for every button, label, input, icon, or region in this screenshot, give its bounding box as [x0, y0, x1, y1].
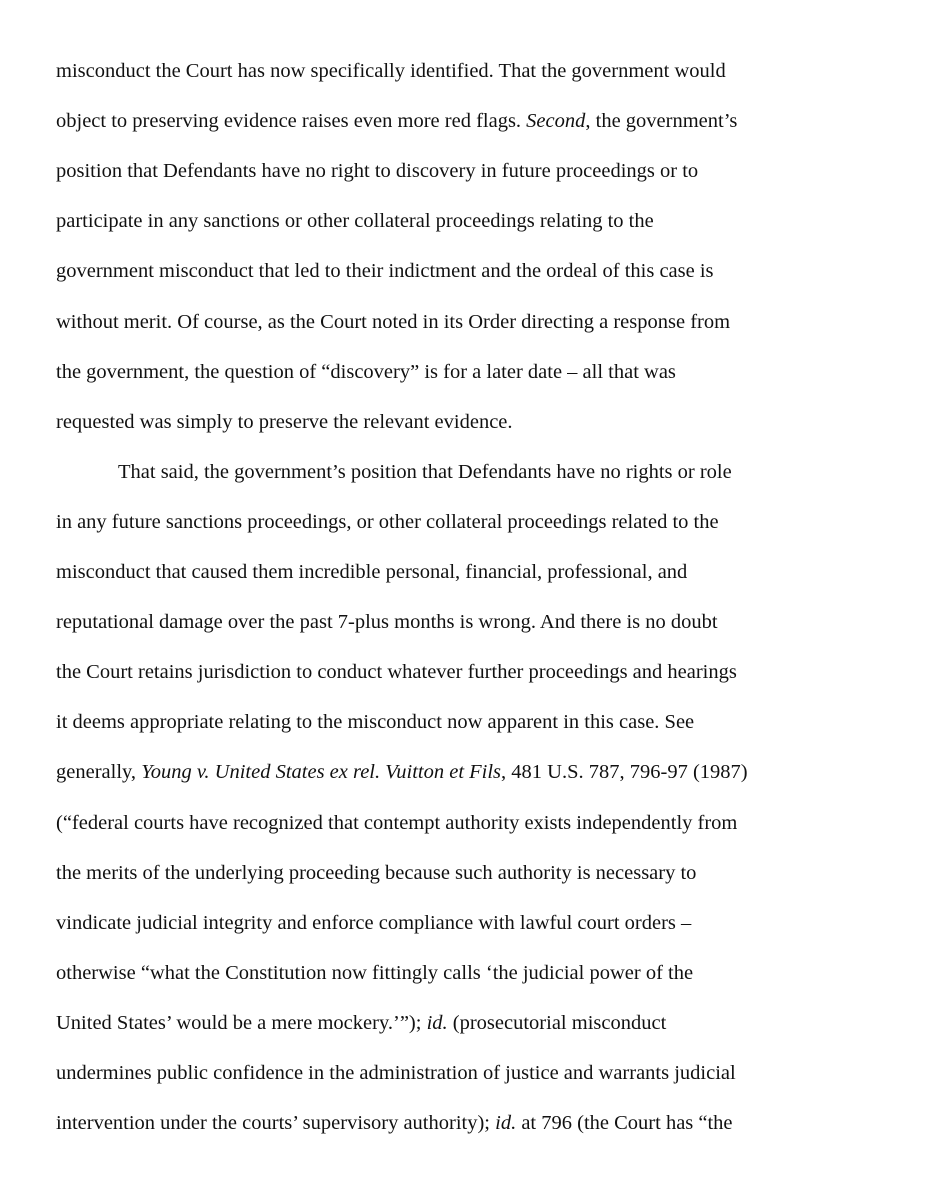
text-line	[56, 360, 676, 384]
text-line	[56, 310, 730, 334]
text-line	[56, 259, 714, 283]
text-segment: the merits of the underlying proceeding because such authority is necessary to	[56, 861, 697, 884]
text-segment: at 796 (the Court has “the	[516, 1112, 733, 1135]
text-line	[56, 159, 698, 183]
text-segment: , the government’s	[585, 110, 738, 133]
text-segment: intervention under the courts’ supervisory authority);	[56, 1112, 496, 1135]
text-segment: misconduct that caused them incredible personal, financial, professional, and	[56, 561, 688, 583]
text-segment: reputational damage over the past 7-plus months is wrong. And there is no doubt	[56, 611, 718, 634]
text-segment: participate in any sanctions or other collateral proceedings relating to the	[56, 210, 654, 233]
text-line	[56, 610, 718, 634]
text-segment: requested was simply to preserve the relevant evidence.	[56, 410, 513, 433]
text-line	[56, 1111, 733, 1135]
text-segment: United States’ would be a mere mockery.’”);	[56, 1011, 427, 1034]
text-line	[56, 1011, 666, 1035]
text-segment: (“federal courts have recognized that contempt authority exists independently from	[56, 811, 738, 834]
text-segment: the government, the question of “discovery” is for a later date – all that was	[56, 360, 676, 383]
text-line	[56, 811, 737, 835]
italic-text: Second	[526, 110, 586, 133]
text-segment: government misconduct that led to their indictment and the ordeal of this case is	[56, 260, 714, 283]
text-line	[56, 410, 513, 434]
text-segment: misconduct the Court has now specifically identified. That the government would	[56, 60, 726, 82]
text-line	[56, 209, 654, 233]
text-segment: object to preserving evidence raises even more red flags.	[56, 110, 527, 133]
text-segment: (prosecutorial misconduct	[447, 1011, 667, 1034]
text-segment: without merit. Of course, as the Court noted in its Order directing a response from	[56, 310, 731, 333]
italic-text: Young v. United States ex rel. Vuitton et Fils	[141, 761, 502, 784]
text-line	[118, 460, 732, 484]
text-segment: undermines public confidence in the administration of justice and warrants judicial	[56, 1062, 736, 1084]
text-segment: otherwise “what the Constitution now fittingly calls ‘the judicial power of the	[56, 961, 694, 984]
text-line	[56, 861, 696, 885]
text-segment: That said, the government’s position that Defendants have no rights or role	[118, 460, 732, 483]
text-line	[56, 911, 691, 935]
text-line	[56, 510, 719, 534]
text-line	[56, 59, 726, 83]
text-segment: the Court retains jurisdiction to conduct whatever further proceedings and hearings	[56, 661, 737, 684]
text-segment: it deems appropriate relating to the misconduct now apparent in this case. See	[56, 711, 695, 734]
italic-text: id.	[495, 1112, 517, 1135]
text-segment: in any future sanctions proceedings, or other collateral proceedings related to the	[56, 510, 719, 533]
text-line	[56, 1061, 736, 1085]
text-line	[56, 760, 748, 784]
text-segment: vindicate judicial integrity and enforce compliance with lawful court orders –	[56, 911, 692, 934]
text-line	[56, 109, 737, 133]
text-segment: , 481 U.S. 787, 796-97 (1987)	[501, 761, 748, 784]
text-segment: generally,	[56, 761, 142, 784]
text-line	[56, 961, 693, 985]
italic-text: id.	[426, 1011, 448, 1034]
text-line	[56, 710, 694, 734]
text-line	[56, 660, 737, 684]
text-segment: position that Defendants have no right to discovery in future proceedings or to	[56, 160, 699, 183]
text-line	[56, 560, 687, 584]
